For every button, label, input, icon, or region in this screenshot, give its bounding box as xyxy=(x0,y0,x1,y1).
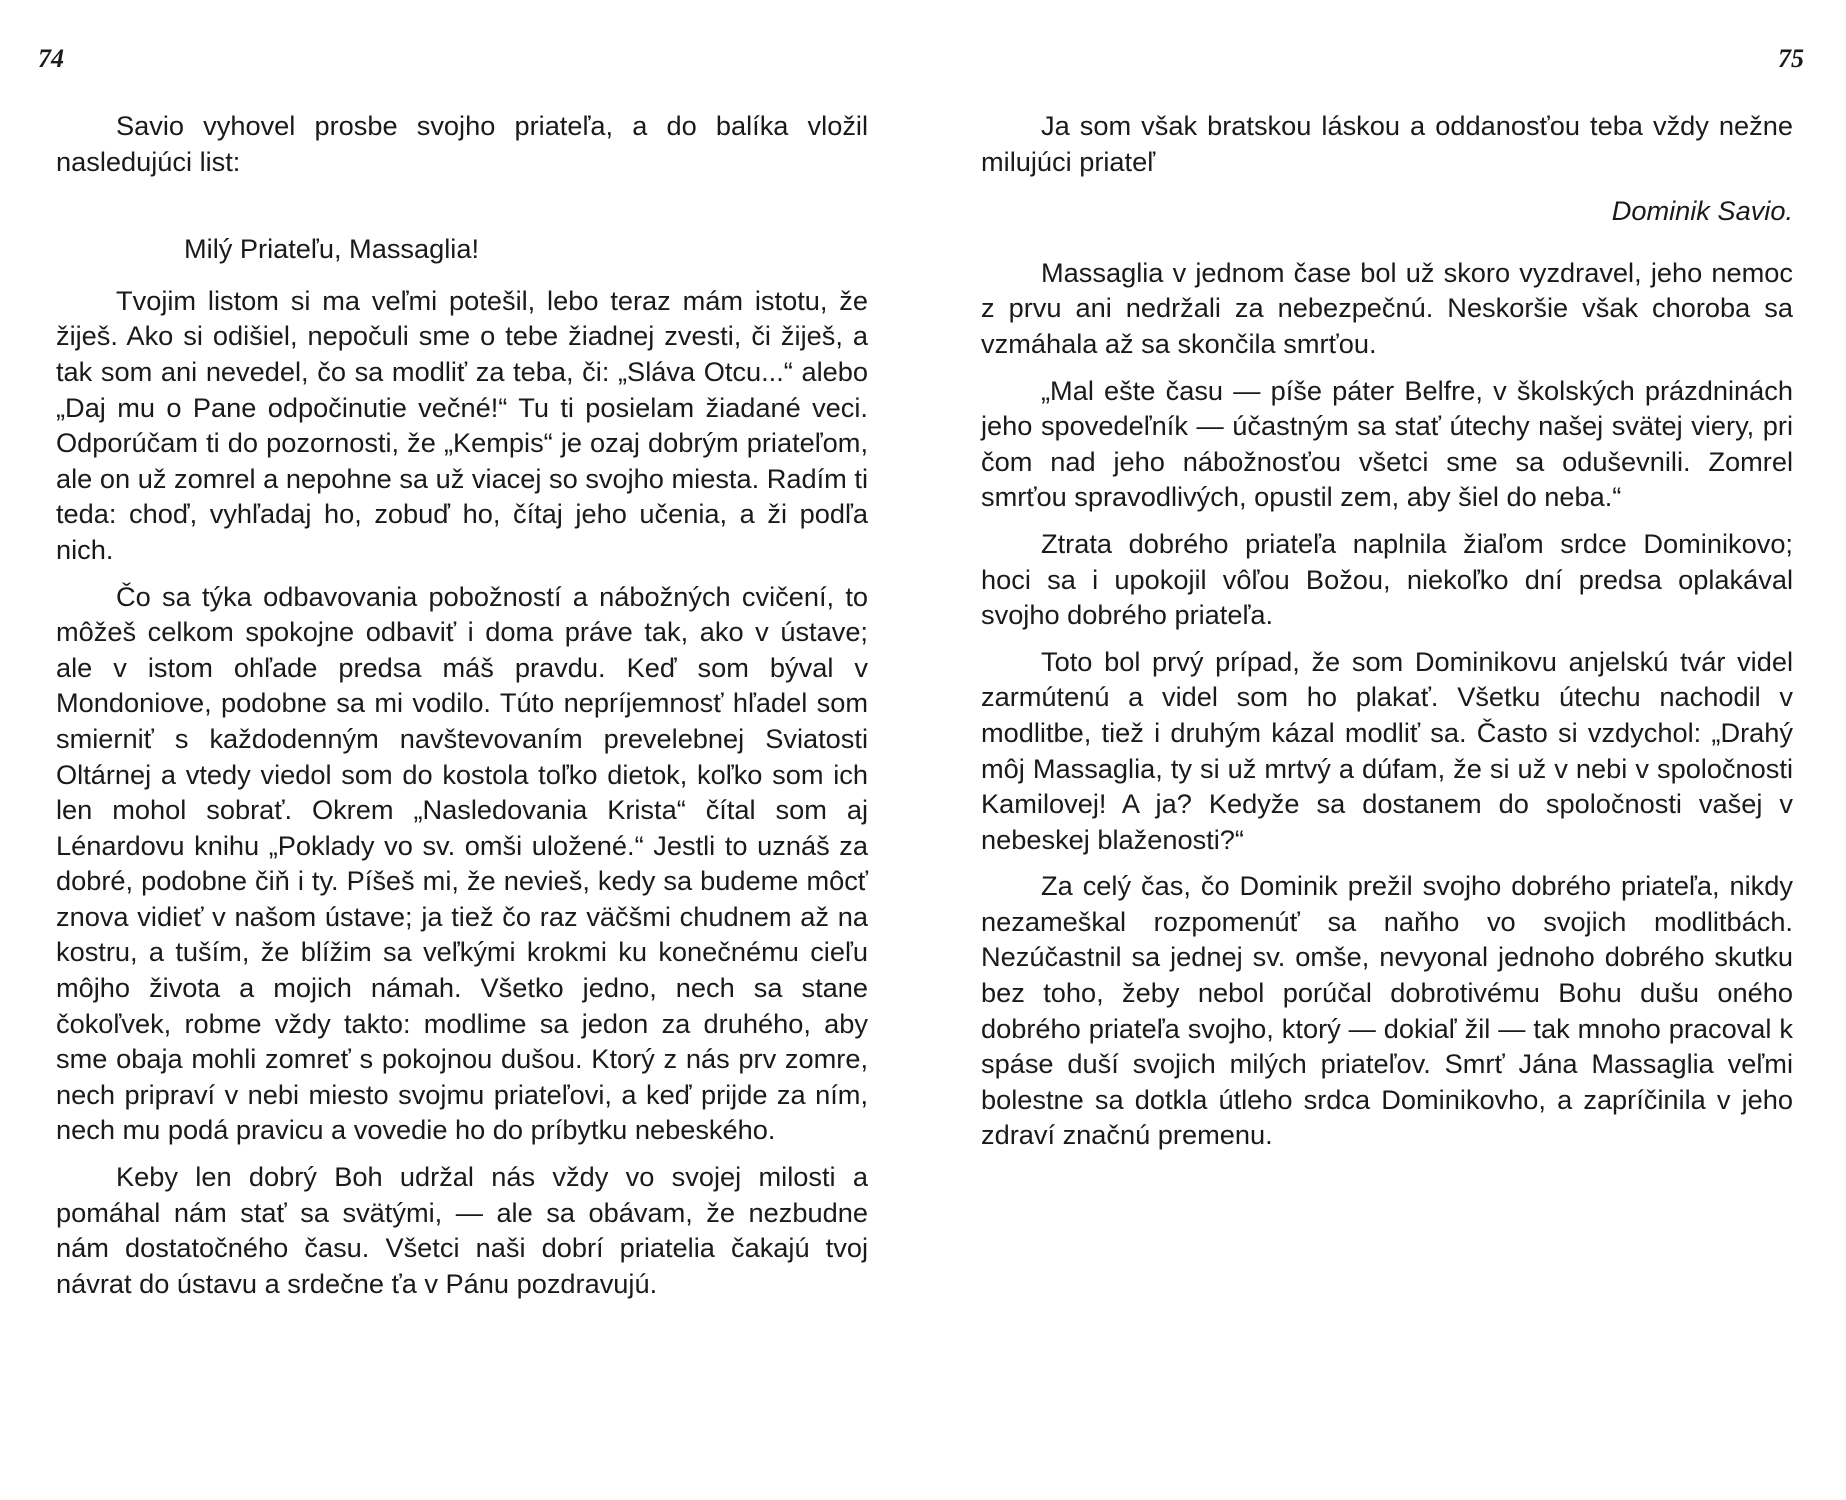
left-page-text xyxy=(56,108,868,1312)
letter-salutation: Milý Priateľu, Massaglia! xyxy=(184,233,480,265)
body-paragraph-5: Za celý čas, čo Dominik prežil svojho dobrého priateľa, nikdy nezameškal rozpomenúť sa naňho vo svojich modlitbách. Nezúčastnil sa jednej sv. omše, nevyonal jednoho dobrého skutku bez toho, žeby nebol porúčal dobrotivému Bohu dušu oného dobrého priateľa svojho, ktorý — dokiaľ žil — tak mnoho pracoval k spáse duší svojich milých priateľov. Smrť Jána Massaglia veľmi bolestne sa dotkla útleho srdca Dominikovho, a zapríčinila v jeho zdraví značnú premenu. xyxy=(981,870,1793,1151)
body-paragraph-4: Toto bol prvý prípad, že som Dominikovu anjelskú tvár videl zarmútenú a videl som ho plakať. Všetku útechu nachodil v modlitbe, tiež i druhým kázal modliť sa. Často si vzdychol: „Drahý môj Massaglia, ty si už mrtvý a dúfam, že si už v nebi v spoločnosti Kamilovej! A ja? Kedyže sa dostanem do spoločnosti vašej v nebeskej blaženosti?“ xyxy=(981,645,1793,855)
body-paragraph-2: „Mal ešte času — píše páter Belfre, v školských prázdninách jeho spovedeľník — účastným sa stať útechy našej svätej viery, pri čom nad jeho nábožnosťou všetci sme sa oduševnili. Zomrel smrťou spravodlivých, opustil zem, aby šiel do neba.“ xyxy=(981,374,1793,513)
letter-signature: Dominik Savio. xyxy=(1611,195,1793,227)
letter-closing: Ja som však bratskou láskou a oddanosťou teba vždy nežne milujúci priateľ xyxy=(981,110,1793,177)
right-page xyxy=(923,0,1846,1500)
body-paragraph-3: Ztrata dobrého priateľa naplnila žiaľom srdce Dominikovo; hoci sa i upokojil vôľou Božou, niekoľko dní predsa oplakával svojho dobrého priateľa. xyxy=(981,527,1793,631)
letter-paragraph-3: Keby len dobrý Boh udržal nás vždy vo svojej milosti a pomáhal nám stať sa svätými, — ale sa obávam, že nezbudne nám dostatočného času. Všetci naši dobrí priatelia čakajú tvoj návrat do ústavu a srdečne ťa v Pánu pozdravujú. xyxy=(56,1161,868,1299)
page-number-left: 74 xyxy=(38,44,64,73)
body-paragraph-1: Massaglia v jednom čase bol už skoro vyzdravel, jeho nemoc z prvu ani nedržali za nebezpečnú. Neskoršie však choroba sa vzmáhala až sa skončila smrťou. xyxy=(981,256,1793,359)
letter-paragraph-2: Čo sa týka odbavovania pobožností a nábožných cvičení, to môžeš celkom spokojne odbaviť i doma práve tak, ako v ústave; ale v istom ohľade predsa máš pravdu. Keď som býval v Mondoniove, podobne sa mi vodilo. Túto nepríjemnosť hľadel som smierniť s každodenným navštevovaním prevelebnej Sviatosti Oltárnej a vtedy viedol som do kostola toľko dietok, koľko som ich len mohol sobrať. Okrem „Nasledovania Krista“ čítal som aj Lénardovu knihu „Poklady vo sv. omši uložené.“ Jestli to uznáš za dobré, podobne čiň i ty. Píšeš mi, že nevieš, kedy sa budeme môcť znova vidieť v našom ústave; ja tiež čo raz väčšmi chudnem až na kostru, a tuším, že blížim sa veľkými krokmi ku konečnému cieľu môjho života a mojich námah. Všetko jedno, nech sa stane čokoľvek, robme vždy takto: modlime sa jedon za druhého, aby sme obaja mohli zomreť s pokojnou dušou. Ktorý z nás prv zomre, nech pripraví v nebi miesto svojmu priateľovi, a keď prijde za ním, nech mu podá pravicu a vovedie ho do príbytku nebeského. xyxy=(56,580,868,1146)
intro-paragraph: Savio vyhovel prosbe svojho priateľa, a do balíka vložil nasledujúci list: xyxy=(56,110,868,177)
right-page-text xyxy=(981,108,1793,1164)
page-number-right: 75 xyxy=(1778,44,1804,73)
letter-paragraph-1: Tvojim listom si ma veľmi potešil, lebo teraz mám istotu, že žiješ. Ako si odišiel, nepočuli sme o tebe žiadnej zvesti, či žiješ, a tak som ani nevedel, čo sa modliť za teba, či: „Sláva Otcu...“ alebo „Daj mu o Pane odpočinutie večné!“ Tu ti posielam žiadané veci. Odporúčam ti do pozornosti, že „Kempis“ je ozaj dobrým priateľom, ale on už zomrel a nepohne sa už viacej so svojho miesta. Radím ti teda: choď, vyhľadaj ho, zobuď ho, čítaj jeho učenia, a ži podľa nich. xyxy=(56,284,868,565)
